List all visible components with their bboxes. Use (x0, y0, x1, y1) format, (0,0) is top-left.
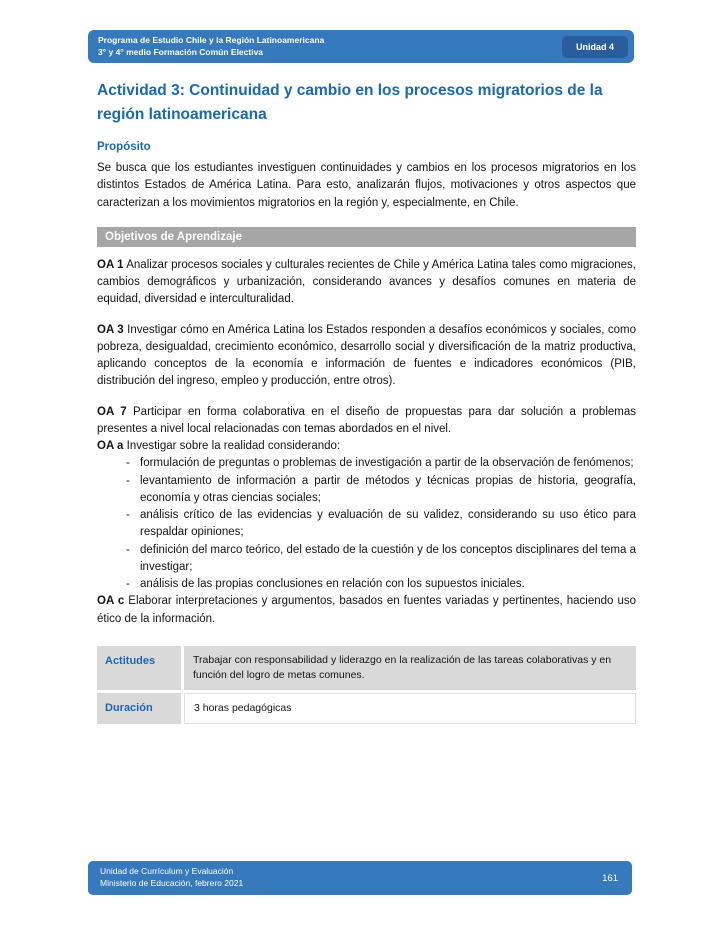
main-body (97, 79, 636, 724)
header-program-line: Programa de Estudio Chile y la Región Latinoamericana (98, 35, 325, 46)
footer-ministry-line: Ministerio de Educación, febrero 2021 (100, 878, 244, 888)
actitudes-label-cell: Actitudes (97, 646, 181, 690)
oa-3-paragraph (97, 322, 636, 391)
oa-c-label: OA c (97, 595, 125, 608)
page-header (88, 30, 634, 63)
oa-7-text: Participar en forma colaborativa en el diseño de propuestas para dar solución a problemas presentes a nivel local relacionadas con temas abordados en el nivel. (97, 405, 636, 435)
oa-a-text: Investigar sobre la realidad considerando: (126, 440, 341, 453)
oa-c-paragraph (97, 593, 636, 628)
unit-badge: Unidad 4 (562, 36, 628, 58)
header-level-line: 3° y 4° medio Formación Común Electiva (98, 46, 264, 57)
oa-1-paragraph (97, 257, 636, 309)
objetivos-banner: Objetivos de Aprendizaje (97, 227, 636, 247)
oa-a-bullet: - análisis crítico de las evidencias y evaluación de su validez, considerando su uso ético para respaldar opiniones; (140, 507, 636, 542)
oa-a-bullet: - levantamiento de información a partir de métodos y técnicas propias de historia, geografía, economía y otras ciencias sociales; (140, 473, 636, 508)
oa-3-text: Investigar cómo en América Latina los Estados responden a desafíos económicos y sociales, como pobreza, desigualdad, crecimiento económico, desarrollo social y diversificación de la matriz productiva, aplicando conceptos de la economía e información de fuentes e indicadores económicos (PIB, distribución del ingreso, empleo y producción, entre otros). (97, 323, 636, 388)
oa-a-bullet: - formulación de preguntas o problemas de investigación a partir de la observación de fenómenos; (140, 455, 636, 472)
duracion-value-cell: 3 horas pedagógicas (184, 693, 636, 724)
activity-title: Actividad 3: Continuidad y cambio en los procesos migratorios de la región latinoamericana (97, 82, 603, 124)
footer-department-line: Unidad de Currículum y Evaluación (100, 866, 234, 877)
oa-a-bullet: - análisis de las propias conclusiones en relación con los supuestos iniciales. (140, 576, 636, 593)
page-content (88, 30, 637, 724)
oa-1-label: OA 1 (97, 258, 124, 271)
actitudes-value-cell: Trabajar con responsabilidad y liderazgo en la realización de las tareas colaborativas y en función del logro de metas comunes. (184, 646, 636, 690)
attributes-table (97, 646, 636, 725)
oa-a-label: OA a (97, 440, 124, 453)
footer-text (100, 866, 243, 890)
oa-a-bullet: - definición del marco teórico, del estado de la cuestión y de los conceptos disciplinares del tema a investigar; (140, 542, 636, 577)
oa-a-bullet-list (97, 455, 636, 593)
oa-7-label: OA 7 (97, 405, 127, 418)
proposito-heading: Propósito (97, 141, 151, 154)
duracion-label-cell: Duración (97, 693, 181, 724)
oa-7-paragraph (97, 404, 636, 439)
oa-1-text: Analizar procesos sociales y culturales recientes de Chile y América Latina tales como migraciones, cambios demográficos y urbanización, considerando avances y desafíos comunes en materia de equidad, diversidad e interculturalidad. (97, 258, 636, 306)
header-text (98, 35, 324, 58)
proposito-paragraph: Se busca que los estudiantes investiguen continuidades y cambios en los procesos migratorios en los distintos Estados de América Latina. Para esto, analizarán flujos, motivaciones y otros aspectos que caracterizan a los movimientos migratorios en la región y, especialmente, en Chile. (97, 162, 636, 209)
page-footer (88, 861, 632, 895)
page-number: 161 (602, 872, 618, 884)
oa-a-paragraph (97, 438, 636, 455)
oa-3-label: OA 3 (97, 323, 124, 336)
oa-c-text: Elaborar interpretaciones y argumentos, basados en fuentes variadas y pertinentes, haciendo uso ético de la información. (97, 595, 637, 625)
